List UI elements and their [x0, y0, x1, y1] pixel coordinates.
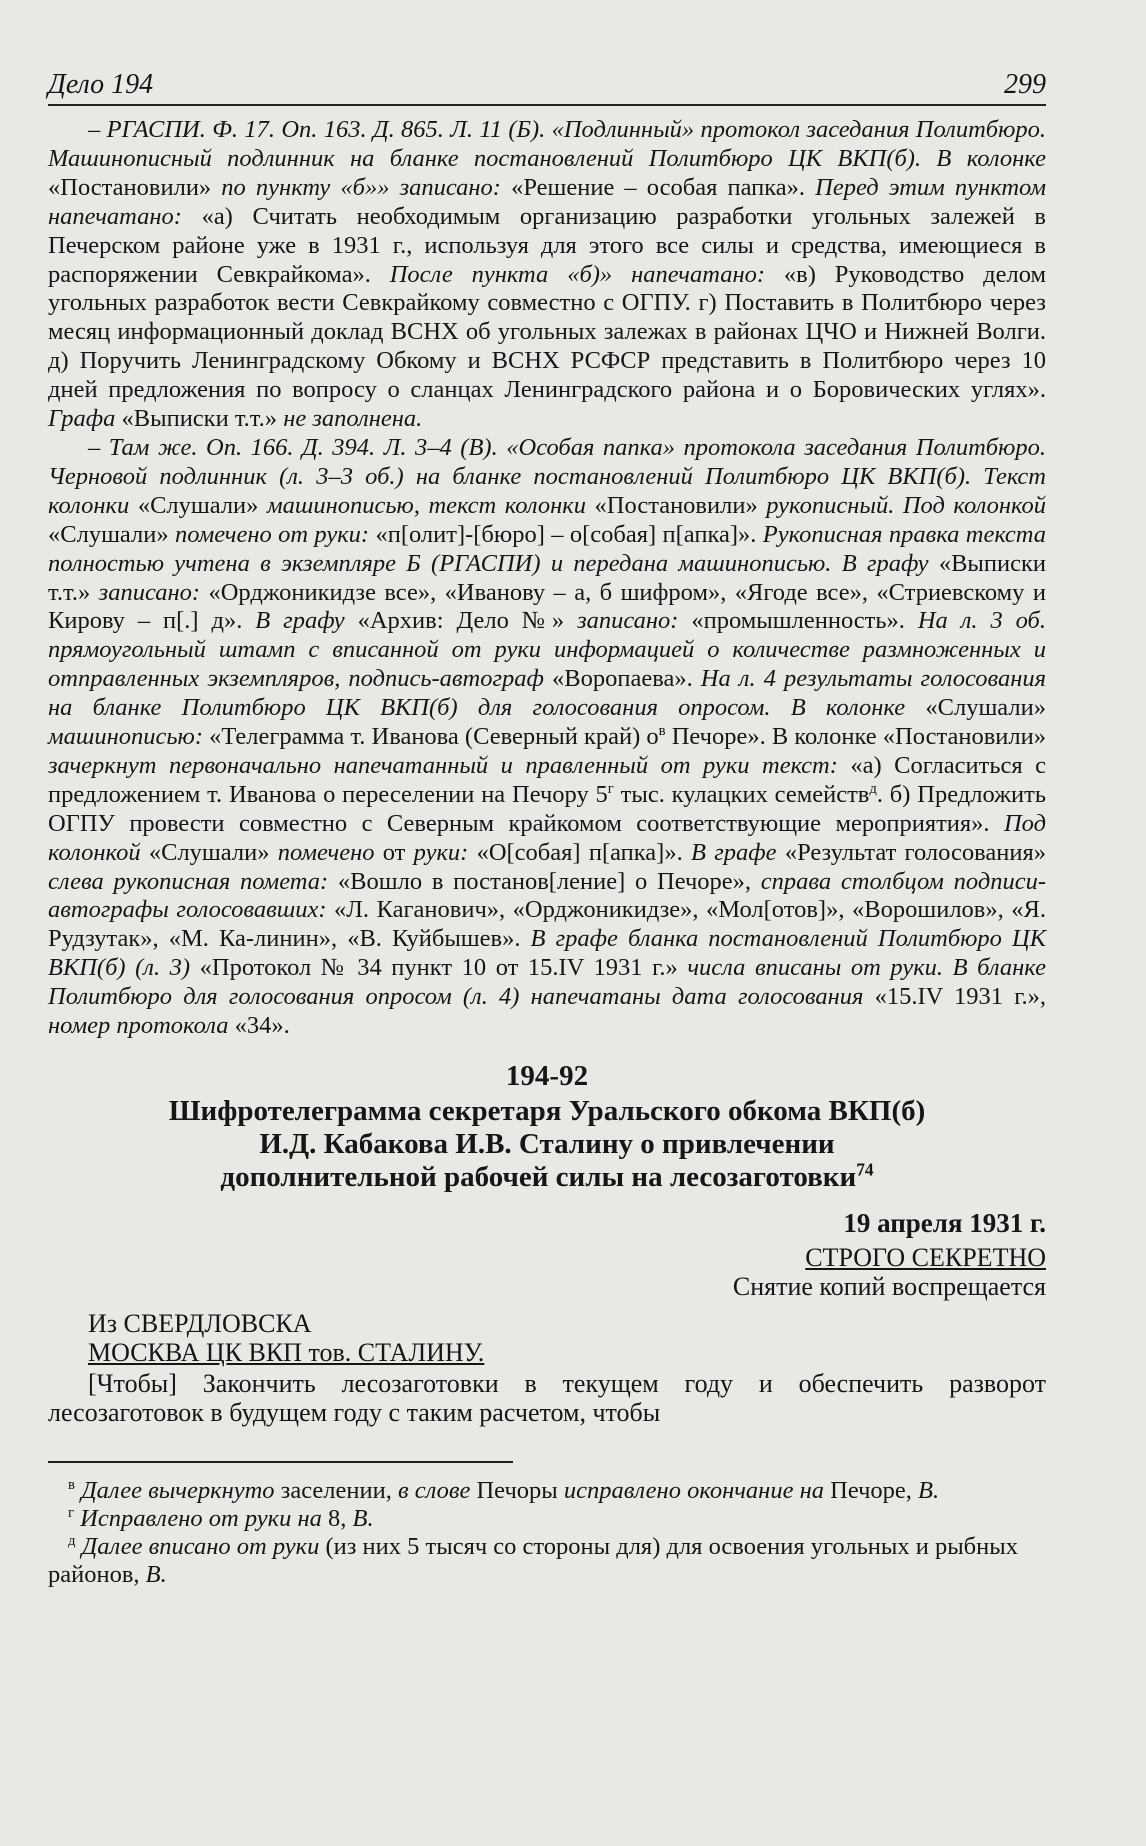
text-run: от: [382, 838, 406, 866]
title-line: Шифротелеграмма секретаря Уральского обкома ВКП(б): [168, 1095, 926, 1127]
document-date: 19 апреля 1931 г.: [843, 1208, 1046, 1238]
text-run: помечено: [269, 838, 383, 866]
text-run: Далее вычеркнуто: [74, 1477, 275, 1504]
text-run: тыс. кулацких семейств: [613, 780, 870, 808]
text-run: «Орджоникидзе все», «Иванову – а, б шифром», «Ягоде все», «Стриевскому и Кирову – п[.] д».: [48, 578, 1046, 635]
text-run: исправлено окончание на: [557, 1477, 824, 1504]
text-run: В графе бланка постановлений Политбюро ЦК ВКП(б) (л. 3): [48, 925, 1046, 982]
text-run: В графе: [682, 838, 785, 866]
text-run: «а) Согласиться с предложением т. Иванова о переселении на Печору 5: [48, 751, 1047, 808]
text-run: руки:: [405, 838, 477, 866]
text-run: зачеркнут первоначально напечатанный и правленный от руки текст:: [48, 751, 851, 779]
text-run: 8,: [321, 1505, 347, 1532]
text-run: (из них 5 тысяч со стороны для) для освоения угольных и рыбных районов,: [48, 1533, 1018, 1588]
text-run: «Результат голосования»: [784, 838, 1046, 866]
text-run: В графу: [242, 607, 358, 635]
text-run: рукописный. Под колонкой: [757, 491, 1047, 519]
text-run: в слове: [391, 1477, 471, 1504]
text-run: «Слушали»: [925, 694, 1046, 722]
text-run: «а) Считать необходимым организацию разработки угольных залежей в Печерском районе уже в 1931 г., используя для этого все силы и средства, имеющиеся в распоряжении Севкрайкома».: [48, 202, 1046, 288]
footnote: [48, 1505, 1046, 1533]
text-run: Исправлено от руки на: [74, 1505, 322, 1532]
text-run: «Протокол № 34 пункт 10 от 15.IV 1931 г.»: [199, 954, 678, 982]
footnote-marker: в: [658, 722, 666, 739]
text-run: справа столбцом подписи-автографы голосовавших:: [48, 867, 1046, 924]
text-run: «Решение – особая папка».: [511, 173, 806, 201]
text-run: В.: [346, 1505, 374, 1532]
text-run: «34».: [234, 1012, 290, 1040]
text-run: записано:: [90, 578, 209, 606]
footnote: [48, 1477, 1046, 1505]
text-run: . б) Предложить ОГПУ провести совместно с Северным крайкомом соответствующие мероприятия».: [48, 780, 1047, 837]
address-block: [48, 1309, 1046, 1367]
running-header: [48, 70, 1046, 106]
text-run: В.: [911, 1477, 940, 1504]
text-run: Далее вписано от руки: [75, 1533, 320, 1560]
text-run: помечено от руки:: [168, 520, 376, 548]
page-number: 299: [1004, 69, 1046, 100]
text-run: не заполнена.: [277, 405, 423, 433]
text-run: заселении,: [274, 1477, 392, 1504]
text-run: «Выписки т.т.»: [48, 549, 1046, 606]
text-run: Печоре». В колонке «Постановили»: [665, 723, 1046, 751]
footnote: [48, 1533, 1046, 1589]
text-run: «в) Руководство делом угольных разработок вести Севкрайкому совместно с ОГПУ. г) Поставить в Политбюро через месяц информационный доклад ВСНХ об угольных залежах в районах ЦЧО и Нижней Волги. д) Поручить Ленинградскому Обкому и ВСНХ РСФСР представить в Политбюро через 10 дней предложения по вопросу о сланцах Ленинградского района и о Боровических углях».: [48, 260, 1046, 404]
text-run: На л. 4 результаты голосования на бланке Политбюро ЦК ВКП(б) для голосования опросом. В колонке: [48, 665, 1046, 722]
text-run: машинописью:: [48, 723, 210, 751]
text-run: Перед этим пунктом напечатано:: [48, 173, 1046, 230]
text-run: «Воропаева».: [552, 665, 693, 693]
footnotes: [48, 1477, 1046, 1589]
text-run: Рукописная правка текста полностью учтена в экземпляре Б (РГАСПИ) и передана машинописью. В графу: [48, 520, 1046, 577]
document-title: [48, 1095, 1046, 1194]
text-run: числа вписаны от руки. В бланке Политбюро для голосования опросом (л. 4) напечатаны дата голосования: [48, 954, 1046, 1011]
text-run: – Там же. Оп. 166. Д. 394. Л. 3–4 (В). «Особая папка» протокола заседания Политбюро. Черновой подлинник (л. 3–3 об.) на бланке постановлений Политбюро ЦК ВКП(б). Текст колонки: [48, 433, 1046, 519]
sender-location: Из СВЕРДЛОВСКА: [88, 1309, 312, 1338]
text-run: Под колонкой: [48, 809, 1047, 866]
text-run: «15.IV 1931 г.»,: [874, 983, 1046, 1011]
telegram-text: [Чтобы] Закончить лесозаготовки в текущем году и обеспечить разворот лесозаготовок в будущем году с таким расчетом, чтобы: [48, 1369, 1046, 1427]
text-run: «Постановили»: [48, 173, 212, 201]
recipient: МОСКВА ЦК ВКП тов. СТАЛИНУ.: [88, 1338, 485, 1367]
text-run: «промышленность».: [691, 607, 905, 635]
footnote-marker: д: [869, 780, 877, 797]
text-run: «Постановили»: [594, 491, 758, 519]
footnote-marker: г: [68, 1504, 75, 1521]
copy-restriction: Снятие копий воспрещается: [732, 1272, 1046, 1301]
text-run: машинописью, текст колонки: [258, 491, 595, 519]
text-run: – РГАСПИ. Ф. 17. Оп. 163. Д. 865. Л. 11 (Б). «Подлинный» протокол заседания Политбюро. Машинописный подлинник на бланке постановлений Политбюро ЦК ВКП(б). В колонке: [48, 116, 1046, 172]
footnote-marker: д: [68, 1532, 76, 1549]
text-run: «Телеграмма т. Иванова (Северный край) о: [209, 723, 659, 751]
text-run: «Л. Каганович», «Орджоникидзе», «Мол[отов]», «Ворошилов», «Я. Рудзутак», «М. Ка-линин», «В. Куйбышев».: [48, 896, 1046, 953]
text-run: «Слушали»: [48, 520, 169, 548]
text-run: Графа: [48, 405, 122, 433]
text-run: слева рукописная помета:: [48, 867, 338, 895]
classification-mark: СТРОГО СЕКРЕТНО: [805, 1243, 1046, 1272]
text-run: «Архив: Дело №»: [357, 607, 565, 635]
text-run: «Слушали»: [148, 838, 270, 866]
text-run: В.: [139, 1561, 167, 1588]
text-run: «О[собая] п[апка]».: [476, 838, 683, 866]
title-line: дополнительной рабочей силы на лесозаготовки$^{74}$: [220, 1159, 874, 1193]
text-run: На л. 3 об. прямоугольный штамп с вписанной от руки информацией о количестве размноженных и отправленных экземпляров, подпись-автограф: [48, 607, 1047, 693]
text-run: «Вошло в постанов[ление] о Печоре»,: [337, 867, 752, 895]
endnote-ref: 74: [856, 1159, 874, 1180]
text-run: номер протокола: [48, 1012, 235, 1040]
text-run: по пункту «б»» записано:: [211, 173, 512, 201]
footnote-marker: г: [607, 780, 614, 797]
archival-sources: [48, 116, 1046, 1041]
classification-block: [48, 1243, 1046, 1301]
text-run: Печоре,: [824, 1477, 912, 1504]
text-run: записано:: [564, 607, 692, 635]
document-number: 194-92: [505, 1060, 589, 1092]
text-run: «Выписки т.т.»: [121, 405, 278, 433]
text-run: «Слушали»: [137, 491, 259, 519]
source-paragraph: [48, 434, 1046, 1041]
header-case-label: Дело 194: [48, 69, 154, 100]
title-line: И.Д. Кабакова И.В. Сталину о привлечении: [259, 1128, 835, 1160]
footnote-marker: в: [68, 1476, 75, 1493]
text-run: «п[олит]-[бюро] – о[собая] п[апка]».: [375, 520, 757, 548]
source-paragraph: [48, 116, 1046, 434]
footnote-divider: [48, 1461, 513, 1463]
text-run: Печоры: [470, 1477, 558, 1504]
text-run: После пункта «б)» напечатано:: [370, 260, 784, 288]
